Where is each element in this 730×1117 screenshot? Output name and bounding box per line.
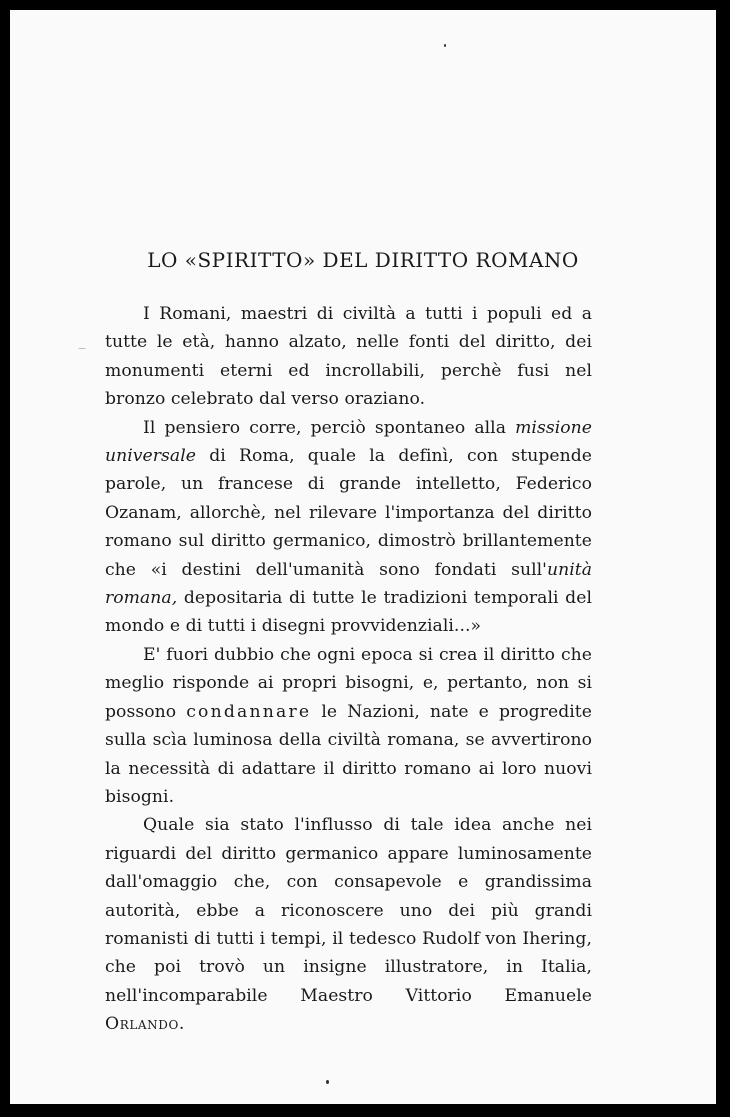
document-page bbox=[10, 10, 716, 1104]
speck-bottom bbox=[326, 1080, 329, 1084]
paragraph-2-italic-missione: missione universale bbox=[105, 417, 592, 467]
paragraph-2 bbox=[105, 414, 592, 641]
paragraph-2-italic-unita: unità romana, bbox=[105, 559, 592, 609]
paragraph-2-text-e: depositaria di tutte le tradizioni temporali del mondo e di tutti i disegni provvidenziali...» bbox=[105, 588, 592, 637]
paragraph-4-text-c: . bbox=[178, 1014, 185, 1035]
paragraph-3 bbox=[105, 641, 592, 811]
paragraph-3-text-a: E' fuori dubbio che ogni epoca si crea il diritto che meglio risponde ai propri bisogni, e, pertanto, non si possono bbox=[105, 644, 592, 722]
paragraph-2-text-c: di Roma, quale la definì, con stupende parole, un francese di grande intelletto, Federico Ozanam, allorchè, nel rilevare l'importanza del diritto romano sul diritto germanico, dimostrò brillantemente che «i destini dell'umanità sono fondati sull' bbox=[105, 446, 592, 580]
paragraph-2-text-a: Il pensiero corre, perciò spontaneo alla bbox=[143, 417, 516, 438]
paragraph-3-text-c: le Nazioni, nate e progredite sulla scìa luminosa della civiltà romana, se avvertirono la necessità di adattare il diritto romano ai loro nuovi bisogni. bbox=[105, 701, 592, 807]
body-text bbox=[105, 300, 592, 1039]
paragraph-4-text-a: Quale sia stato l'influsso di tale idea anche nei riguardi del diritto germanico appare luminosamente dall'omaggio che, con consapevole e grandissima autorità, ebbe a riconoscere uno dei più grandi romanisti di tutti i tempi, il tedesco Rudolf von Ihering, che poi trovò un insigne illustratore, in Italia, nell'incomparabile Maestro Vittorio Emanuele bbox=[105, 815, 592, 1006]
paragraph-1: I Romani, maestri di civiltà a tutti i populi ed a tutte le età, hanno alzato, nelle fonti del diritto, dei monumenti eterni ed incrollabili, perchè fusi nel bronzo celebrato dal verso oraziano. bbox=[105, 304, 592, 410]
speck-margin bbox=[78, 348, 86, 349]
page-title: LO «SPIRITTO» DEL DIRITTO ROMANO bbox=[147, 248, 579, 272]
paragraph-4 bbox=[105, 811, 592, 1038]
paragraph-3-spaced-word: condannare bbox=[186, 701, 312, 722]
speck-top bbox=[444, 44, 446, 47]
paragraph-4-smallcaps-name: Orlando bbox=[105, 1014, 179, 1035]
